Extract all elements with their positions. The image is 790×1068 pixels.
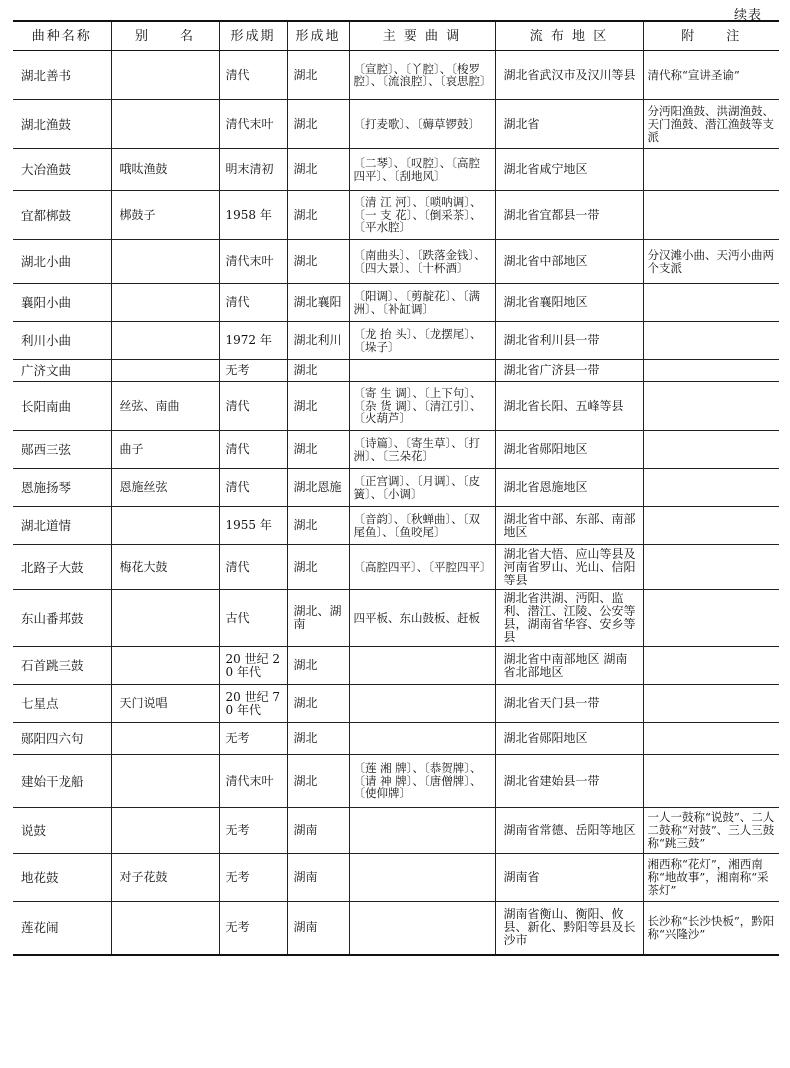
cell-place: 湖北 (287, 507, 349, 545)
cell-place: 湖北恩施 (287, 469, 349, 507)
cell-period: 1958 年 (219, 191, 287, 240)
cell-notes (643, 191, 779, 240)
table-body (13, 51, 779, 955)
cell-alias (111, 51, 219, 100)
cell-area: 湖北省大悟、应山等县及河南省罗山、光山、信阳等县 (495, 545, 643, 590)
cell-area: 湖北省中部地区 (495, 240, 643, 284)
cell-period: 无考 (219, 808, 287, 854)
table-row (13, 191, 779, 240)
header-notes: 附 注 (643, 21, 779, 51)
cell-tunes: 〔莲 湘 牌〕、〔恭贺牌〕、〔请 神 牌〕、〔唐僧牌〕、〔使仰牌〕 (349, 755, 495, 808)
table-row (13, 755, 779, 808)
cell-place: 湖北 (287, 685, 349, 723)
cell-tunes: 四平板、东山鼓板、赶板 (349, 590, 495, 647)
cell-place: 湖北 (287, 360, 349, 382)
cell-notes: 分沔阳渔鼓、洪湖渔鼓、天门渔鼓、潜江渔鼓等支派 (643, 100, 779, 149)
cell-period: 古代 (219, 590, 287, 647)
cell-area: 湖北省中部、东部、南部地区 (495, 507, 643, 545)
cell-area: 湖北省天门县一带 (495, 685, 643, 723)
cell-place: 湖北 (287, 240, 349, 284)
table-row (13, 469, 779, 507)
cell-alias: 哦呔渔鼓 (111, 149, 219, 191)
cell-tunes: 〔宣腔〕、〔丫腔〕、〔梭罗腔〕、〔流浪腔〕、〔哀思腔〕 (349, 51, 495, 100)
cell-name: 湖北善书 (13, 51, 111, 100)
cell-tunes: 〔清 江 河〕、〔唢呐调〕、〔一 支 花〕、〔倒采茶〕、〔平水腔〕 (349, 191, 495, 240)
cell-name: 湖北小曲 (13, 240, 111, 284)
cell-area: 湖北省襄阳地区 (495, 284, 643, 322)
cell-tunes: 〔打麦歌〕、〔薅草锣鼓〕 (349, 100, 495, 149)
cell-alias: 对子花鼓 (111, 854, 219, 902)
header-area: 流 布 地 区 (495, 21, 643, 51)
cell-alias (111, 284, 219, 322)
cell-name: 东山番邦鼓 (13, 590, 111, 647)
cell-name: 建始干龙船 (13, 755, 111, 808)
table-row (13, 590, 779, 647)
cell-tunes (349, 854, 495, 902)
table-row (13, 322, 779, 360)
table-row (13, 360, 779, 382)
cell-period: 清代 (219, 431, 287, 469)
cell-name: 大冶渔鼓 (13, 149, 111, 191)
cell-tunes: 〔正宫调〕、〔月调〕、〔皮簧〕、〔小调〕 (349, 469, 495, 507)
cell-alias (111, 240, 219, 284)
cell-period: 清代 (219, 382, 287, 431)
cell-period: 清代 (219, 284, 287, 322)
table-row (13, 382, 779, 431)
cell-alias (111, 723, 219, 755)
cell-alias (111, 902, 219, 955)
continued-label: 续表 (733, 8, 762, 23)
cell-name: 地花鼓 (13, 854, 111, 902)
cell-area: 湖北省 (495, 100, 643, 149)
table-row (13, 545, 779, 590)
cell-tunes: 〔音韵〕、〔秋蝉曲〕、〔双尾鱼〕、〔鱼咬尾〕 (349, 507, 495, 545)
cell-name: 利川小曲 (13, 322, 111, 360)
cell-tunes (349, 723, 495, 755)
cell-alias: 丝弦、南曲 (111, 382, 219, 431)
cell-name: 郧阳四六句 (13, 723, 111, 755)
table-row (13, 854, 779, 902)
cell-period: 无考 (219, 902, 287, 955)
cell-area: 湖北省武汉市及汉川等县 (495, 51, 643, 100)
cell-period: 20 世纪 70 年代 (219, 685, 287, 723)
cell-notes: 湘西称“花灯”，湘西南称“地故事”，湘南称“采茶灯” (643, 854, 779, 902)
cell-tunes: 〔诗篇〕、〔寄生草〕、〔打洲〕、〔三朵花〕 (349, 431, 495, 469)
cell-alias (111, 755, 219, 808)
cell-period: 清代末叶 (219, 100, 287, 149)
cell-alias (111, 808, 219, 854)
cell-place: 湖南 (287, 808, 349, 854)
cell-notes (643, 685, 779, 723)
header-period: 形成期 (219, 21, 287, 51)
cell-name: 北路子大鼓 (13, 545, 111, 590)
cell-period: 清代 (219, 469, 287, 507)
cell-name: 石首跳三鼓 (13, 647, 111, 685)
cell-name: 宜都梆鼓 (13, 191, 111, 240)
cell-tunes (349, 685, 495, 723)
cell-notes (643, 507, 779, 545)
cell-period: 无考 (219, 360, 287, 382)
cell-place: 湖南 (287, 902, 349, 955)
cell-tunes (349, 808, 495, 854)
cell-alias: 曲子 (111, 431, 219, 469)
cell-area: 湖南省常德、岳阳等地区 (495, 808, 643, 854)
cell-name: 莲花闹 (13, 902, 111, 955)
cell-name: 郧西三弦 (13, 431, 111, 469)
cell-period: 清代 (219, 51, 287, 100)
cell-place: 湖北 (287, 149, 349, 191)
cell-alias (111, 590, 219, 647)
cell-alias (111, 507, 219, 545)
header-tunes: 主 要 曲 调 (349, 21, 495, 51)
header-row (13, 21, 779, 51)
cell-tunes (349, 647, 495, 685)
cell-notes (643, 755, 779, 808)
cell-tunes: 〔二琴〕、〔叹腔〕、〔高腔四平〕、〔刮地风〕 (349, 149, 495, 191)
table-row (13, 100, 779, 149)
cell-name: 长阳南曲 (13, 382, 111, 431)
cell-place: 湖南 (287, 854, 349, 902)
cell-notes: 分汉滩小曲、天沔小曲两个支派 (643, 240, 779, 284)
cell-notes (643, 590, 779, 647)
cell-name: 湖北道情 (13, 507, 111, 545)
cell-area: 湖北省建始县一带 (495, 755, 643, 808)
quyi-table (13, 20, 779, 956)
cell-notes (643, 647, 779, 685)
cell-area: 湖北省利川县一带 (495, 322, 643, 360)
table-row (13, 685, 779, 723)
cell-period: 无考 (219, 723, 287, 755)
cell-area: 湖北省长阳、五峰等县 (495, 382, 643, 431)
cell-area: 湖北省广济县一带 (495, 360, 643, 382)
cell-notes (643, 723, 779, 755)
cell-notes (643, 322, 779, 360)
cell-place: 湖北 (287, 647, 349, 685)
header-name: 曲种名称 (13, 21, 111, 51)
cell-place: 湖北 (287, 723, 349, 755)
cell-place: 湖北 (287, 431, 349, 469)
header-place: 形成地 (287, 21, 349, 51)
cell-alias: 梆鼓子 (111, 191, 219, 240)
cell-place: 湖北 (287, 100, 349, 149)
table-row (13, 51, 779, 100)
cell-alias (111, 322, 219, 360)
cell-period: 1955 年 (219, 507, 287, 545)
cell-period: 1972 年 (219, 322, 287, 360)
cell-notes (643, 360, 779, 382)
cell-place: 湖北 (287, 191, 349, 240)
cell-notes (643, 284, 779, 322)
cell-notes (643, 469, 779, 507)
cell-name: 恩施扬琴 (13, 469, 111, 507)
cell-name: 襄阳小曲 (13, 284, 111, 322)
table-row (13, 284, 779, 322)
cell-tunes: 〔寄 生 调〕、〔上下句〕、〔杂 货 调〕、〔清江引〕、〔火葫芦〕 (349, 382, 495, 431)
cell-name: 湖北渔鼓 (13, 100, 111, 149)
cell-alias: 恩施丝弦 (111, 469, 219, 507)
cell-notes: 一人一鼓称“说鼓”、二人二鼓称“对鼓”、三人三鼓称“跳三鼓” (643, 808, 779, 854)
cell-area: 湖北省洪湖、沔阳、监利、潜江、江陵、公安等县，湖南省华容、安乡等县 (495, 590, 643, 647)
cell-tunes: 〔南曲头〕、〔跌落金钱〕、〔四大景〕、〔十杯酒〕 (349, 240, 495, 284)
cell-tunes: 〔龙 抬 头〕、〔龙摆尾〕、〔垛子〕 (349, 322, 495, 360)
cell-area: 湖北省郧阳地区 (495, 723, 643, 755)
cell-name: 广济文曲 (13, 360, 111, 382)
cell-area: 湖北省宜都县一带 (495, 191, 643, 240)
cell-period: 无考 (219, 854, 287, 902)
cell-alias: 天门说唱 (111, 685, 219, 723)
cell-place: 湖北 (287, 51, 349, 100)
cell-place: 湖北 (287, 755, 349, 808)
cell-place: 湖北、湖南 (287, 590, 349, 647)
cell-area: 湖南省衡山、衡阳、攸县、新化、黔阳等县及长沙市 (495, 902, 643, 955)
cell-period: 清代末叶 (219, 240, 287, 284)
table-row (13, 149, 779, 191)
cell-area: 湖南省 (495, 854, 643, 902)
cell-notes (643, 382, 779, 431)
cell-alias (111, 647, 219, 685)
table-row (13, 902, 779, 955)
cell-area: 湖北省恩施地区 (495, 469, 643, 507)
cell-period: 明末清初 (219, 149, 287, 191)
table-row (13, 507, 779, 545)
header-alias: 别 名 (111, 21, 219, 51)
cell-area: 湖北省中南部地区 湖南省北部地区 (495, 647, 643, 685)
cell-notes: 清代称“宣讲圣谕” (643, 51, 779, 100)
cell-period: 清代 (219, 545, 287, 590)
cell-notes (643, 431, 779, 469)
cell-alias (111, 360, 219, 382)
table-row (13, 723, 779, 755)
cell-area: 湖北省咸宁地区 (495, 149, 643, 191)
cell-place: 湖北 (287, 545, 349, 590)
cell-alias (111, 100, 219, 149)
cell-place: 湖北 (287, 382, 349, 431)
cell-alias: 梅花大鼓 (111, 545, 219, 590)
cell-notes (643, 149, 779, 191)
cell-period: 清代末叶 (219, 755, 287, 808)
cell-tunes (349, 360, 495, 382)
cell-place: 湖北利川 (287, 322, 349, 360)
cell-place: 湖北襄阳 (287, 284, 349, 322)
table-row (13, 647, 779, 685)
cell-period: 20 世纪 20 年代 (219, 647, 287, 685)
cell-tunes: 〔高腔四平〕、〔平腔四平〕 (349, 545, 495, 590)
cell-area: 湖北省郧阳地区 (495, 431, 643, 469)
cell-notes: 长沙称“长沙快板”，黔阳称“兴隆沙” (643, 902, 779, 955)
cell-name: 说鼓 (13, 808, 111, 854)
cell-notes (643, 545, 779, 590)
table-row (13, 808, 779, 854)
cell-name: 七星点 (13, 685, 111, 723)
table-row (13, 240, 779, 284)
table-row (13, 431, 779, 469)
cell-tunes (349, 902, 495, 955)
cell-tunes: 〔阳调〕、〔剪靛花〕、〔满洲〕、〔补缸调〕 (349, 284, 495, 322)
